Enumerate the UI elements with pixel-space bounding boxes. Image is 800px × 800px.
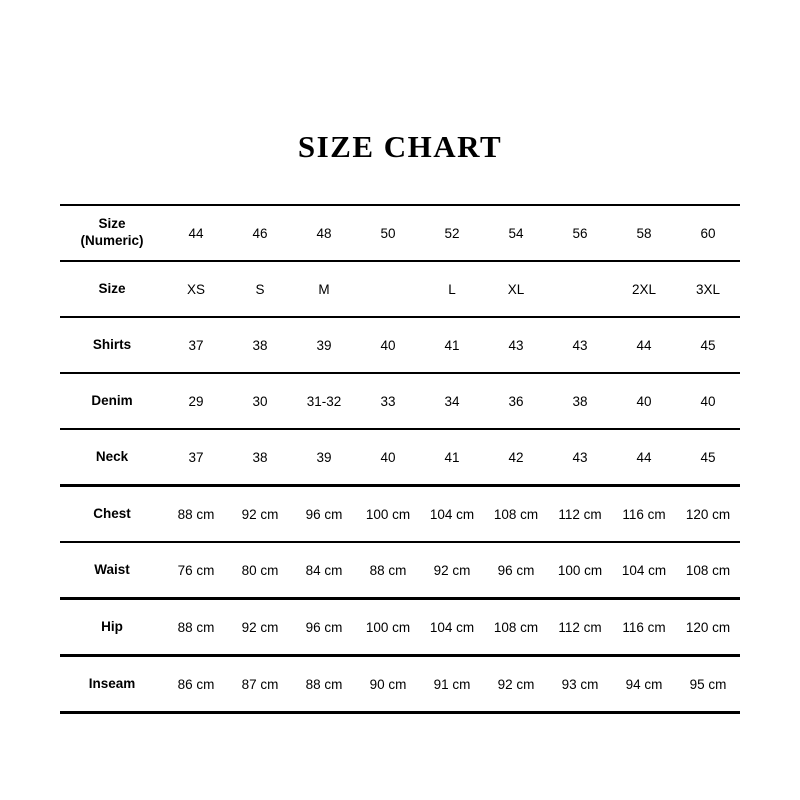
table-cell: 44 (636, 449, 652, 465)
table-row (60, 317, 740, 373)
table-cell: 92 cm (241, 619, 279, 635)
table-cell: 120 cm (685, 619, 731, 635)
table-cell: 100 cm (365, 619, 411, 635)
table-cell: 37 (188, 337, 204, 353)
table-cell: 87 cm (241, 676, 279, 692)
table-cell: 92 cm (241, 506, 279, 522)
row-label-line2: (Numeric) (80, 233, 144, 248)
table-cell: 46 (252, 225, 268, 241)
table-cell: 40 (700, 393, 716, 409)
table-cell: 86 cm (177, 676, 215, 692)
table-cell: 44 (636, 337, 652, 353)
table-row (60, 656, 740, 713)
table-cell: 96 cm (497, 562, 535, 578)
table-row (60, 599, 740, 656)
table-cell: 48 (316, 225, 332, 241)
table-cell: 104 cm (429, 506, 475, 522)
table-cell: 56 (572, 225, 588, 241)
table-cell: 30 (252, 393, 268, 409)
table-cell: 88 cm (305, 676, 343, 692)
row-label-size: Size (98, 280, 126, 296)
table-cell: 96 cm (305, 506, 343, 522)
table-cell: 52 (444, 225, 460, 241)
row-label-chest: Chest (93, 505, 131, 521)
table-cell: 40 (380, 337, 396, 353)
table-cell: 38 (252, 449, 268, 465)
table-cell: 42 (508, 449, 524, 465)
table-cell: 108 cm (493, 506, 539, 522)
table-cell: 38 (252, 337, 268, 353)
row-label-hip: Hip (101, 618, 123, 634)
table-cell: 3XL (695, 281, 721, 297)
table-cell: 50 (380, 225, 396, 241)
size-chart-table-wrapper (60, 162, 740, 714)
table-cell: 100 cm (557, 562, 603, 578)
table-cell: 94 cm (625, 676, 663, 692)
table-row (60, 261, 740, 317)
table-cell: 29 (188, 393, 204, 409)
table-cell: 45 (700, 449, 716, 465)
row-label-inseam: Inseam (88, 675, 136, 691)
table-cell: 91 cm (433, 676, 471, 692)
table-cell: 116 cm (622, 619, 666, 635)
table-cell: 38 (572, 393, 588, 409)
table-cell: S (255, 281, 265, 297)
table-cell: 33 (380, 393, 396, 409)
table-cell: 104 cm (429, 619, 475, 635)
table-row (60, 486, 740, 543)
table-cell: 44 (188, 225, 204, 241)
table-cell: 45 (700, 337, 716, 353)
table-cell: 39 (316, 449, 332, 465)
table-cell: 36 (508, 393, 524, 409)
table-cell: 34 (444, 393, 460, 409)
table-cell: 40 (636, 393, 652, 409)
table-cell: 112 cm (558, 506, 602, 522)
table-cell: 76 cm (177, 562, 215, 578)
table-cell: 39 (316, 337, 332, 353)
table-cell: 108 cm (685, 562, 731, 578)
table-cell: 108 cm (493, 619, 539, 635)
table-cell: XL (507, 281, 525, 297)
table-cell: 60 (700, 225, 716, 241)
table-cell: 40 (380, 449, 396, 465)
table-cell: 58 (636, 225, 652, 241)
table-cell: 41 (444, 449, 460, 465)
table-cell: 92 cm (433, 562, 471, 578)
table-cell: 92 cm (497, 676, 535, 692)
table-cell: 90 cm (369, 676, 407, 692)
table-cell: 88 cm (177, 506, 215, 522)
table-cell: 37 (188, 449, 204, 465)
table-cell: 96 cm (305, 619, 343, 635)
table-cell: 95 cm (689, 676, 727, 692)
table-row (60, 429, 740, 486)
row-label-neck: Neck (95, 448, 129, 464)
table-cell: 116 cm (622, 506, 666, 522)
table-cell: 88 cm (369, 562, 407, 578)
table-cell: M (318, 281, 330, 297)
table-cell: 93 cm (561, 676, 599, 692)
table-row (60, 205, 740, 261)
table-cell: 80 cm (241, 562, 279, 578)
page-title: SIZE CHART (297, 129, 503, 164)
table-row (60, 373, 740, 429)
table-cell (356, 261, 420, 317)
table-cell: 100 cm (365, 506, 411, 522)
table-cell: 2XL (631, 281, 657, 297)
row-label-shirts: Shirts (92, 336, 132, 352)
table-cell: 104 cm (621, 562, 667, 578)
row-label-denim: Denim (91, 392, 133, 408)
table-cell: 112 cm (558, 619, 602, 635)
table-cell: 84 cm (305, 562, 343, 578)
table-cell: L (448, 281, 456, 297)
table-cell: 43 (572, 449, 588, 465)
row-label-size-numeric (60, 205, 164, 261)
row-label-waist: Waist (94, 561, 130, 577)
table-cell: 31-32 (306, 393, 342, 409)
table-cell: 120 cm (685, 506, 731, 522)
table-cell: XS (186, 281, 205, 297)
table-cell: 54 (508, 225, 524, 241)
table-cell: 43 (572, 337, 588, 353)
size-chart-table (60, 204, 740, 714)
table-cell (548, 261, 612, 317)
table-cell: 43 (508, 337, 524, 353)
table-cell: 41 (444, 337, 460, 353)
table-row (60, 542, 740, 599)
row-label-line1: Size (98, 216, 126, 232)
table-cell: 88 cm (177, 619, 215, 635)
